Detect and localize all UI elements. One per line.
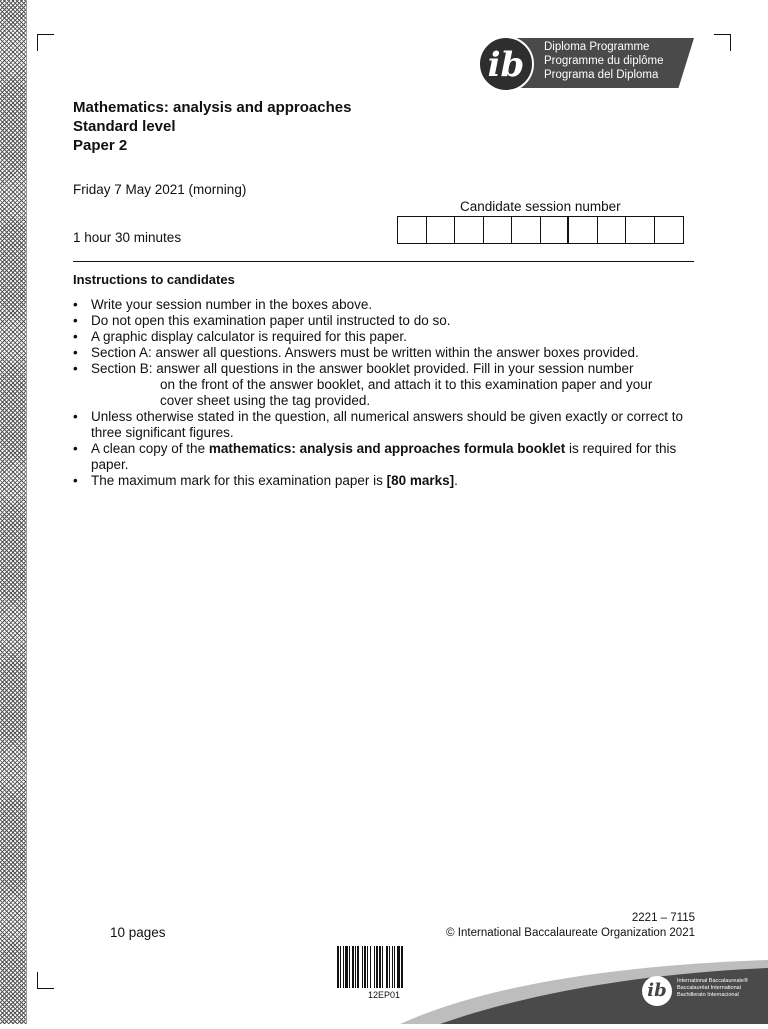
session-digit-box[interactable]	[569, 217, 598, 243]
logo-line-fr: Programme du diplôme	[544, 55, 664, 67]
instructions-heading: Instructions to candidates	[73, 272, 235, 287]
ib-footer-logo	[400, 958, 768, 1024]
copyright: © International Baccalaureate Organization 2021	[446, 927, 695, 939]
exam-duration: 1 hour 30 minutes	[73, 230, 182, 245]
ib-logo-icon: ib	[478, 36, 534, 92]
exam-date: Friday 7 May 2021 (morning)	[73, 182, 247, 197]
session-digit-box[interactable]	[512, 217, 541, 243]
exam-level: Standard level	[73, 118, 176, 135]
logo-line-en: Diploma Programme	[544, 41, 650, 53]
session-number-label: Candidate session number	[460, 199, 621, 214]
instruction-section-b-cont: on the front of the answer booklet, and attach it to this examination paper and your	[160, 377, 653, 392]
session-digit-box[interactable]	[398, 217, 427, 243]
exam-subject: Mathematics: analysis and approaches	[73, 99, 352, 116]
ib-diploma-logo	[476, 34, 696, 94]
header-divider	[73, 261, 694, 262]
instruction-item: • Unless otherwise stated in the question, all numerical answers should be given exactly or correct to three significant figures.	[73, 409, 698, 441]
logo-line-es: Programa del Diploma	[544, 69, 659, 81]
crop-mark-bottom-left	[37, 972, 54, 989]
session-digit-box[interactable]	[427, 217, 456, 243]
crop-mark-top-left	[37, 34, 54, 51]
instruction-item: • Do not open this examination paper until instructed to do so.	[73, 313, 698, 329]
instruction-item: • A graphic display calculator is required for this paper.	[73, 329, 698, 345]
paper-code: 2221 – 7115	[631, 912, 695, 924]
footer-logo-text	[677, 978, 748, 999]
instruction-item	[73, 361, 698, 409]
formula-booklet-name: mathematics: analysis and approaches formula booklet	[208, 441, 566, 456]
instruction-item: • Section A: answer all questions. Answers must be written within the answer boxes provided.	[73, 345, 698, 361]
footer-logo-line-en: International Baccalaureate®	[677, 978, 749, 984]
instruction-section-b-cont: cover sheet using the tag provided.	[160, 393, 371, 408]
instruction-item: • Write your session number in the boxes above.	[73, 297, 698, 313]
exam-paper: Paper 2	[73, 137, 128, 154]
instruction-item	[73, 441, 698, 473]
max-marks: [80 marks]	[386, 473, 455, 488]
session-digit-box[interactable]	[626, 217, 655, 243]
session-digit-box[interactable]	[598, 217, 627, 243]
binding-margin	[0, 0, 27, 1024]
page-count: 10 pages	[110, 925, 166, 940]
instruction-text: A clean copy of the	[91, 441, 206, 456]
session-digit-box[interactable]	[541, 217, 570, 243]
footer-logo-line-es: Bachillerato Internacional	[677, 992, 739, 998]
footer-logo-line-fr: Baccalauréat International	[677, 985, 741, 991]
session-digit-box[interactable]	[484, 217, 513, 243]
instruction-item	[73, 473, 698, 489]
instruction-text: The maximum mark for this examination paper is	[91, 473, 383, 488]
ib-logo-icon: ib	[642, 976, 672, 1006]
crop-mark-top-right	[714, 34, 731, 51]
logo-text	[544, 40, 664, 82]
instructions-list	[73, 297, 698, 489]
exam-title-block	[73, 98, 351, 155]
session-number-boxes[interactable]	[397, 216, 684, 244]
instruction-section-b: Section B: answer all questions in the answer booklet provided. Fill in your session number	[91, 361, 634, 376]
instruction-text: is required for this paper.	[91, 441, 677, 472]
instruction-text: .	[454, 473, 458, 488]
session-digit-box[interactable]	[655, 217, 684, 243]
session-digit-box[interactable]	[455, 217, 484, 243]
barcode-text: 12EP01	[367, 990, 401, 1000]
